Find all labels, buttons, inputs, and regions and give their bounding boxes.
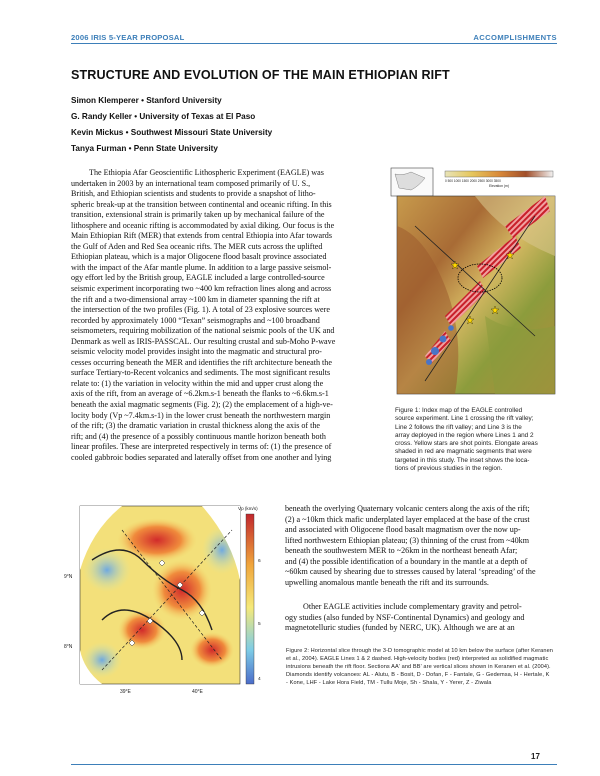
body-line: the intersection of the two profiles (Fig. 1). A total of 23 explosive sources were <box>71 305 330 315</box>
high-velocity-body <box>118 610 166 650</box>
running-header-right: ACCOMPLISHMENTS <box>473 33 557 42</box>
low-velocity-region <box>83 548 131 592</box>
body-line: lithosphere and oceanic rifting is accommodated by axial diking. Our focus is the <box>71 220 335 230</box>
body-line: the Gulf of Aden and Red Sea oceanic rifts. The MER cuts across the uplifted <box>71 241 323 251</box>
body-line: rift; and (4) the presence of a possibly continuous mantle horizon beneath both <box>71 431 326 441</box>
velocity-colorbar <box>246 514 254 684</box>
elevation-scale <box>445 171 553 177</box>
body-text-column-1 <box>71 168 378 463</box>
body-text-column-2b <box>285 602 556 634</box>
lake <box>448 325 454 331</box>
body-line: with the impact of the Afar mantle plume. In addition to a large passive seismol- <box>71 262 332 272</box>
body-line: (2) a ~10km thick mafic underplated layer emplaced at the base of the crust <box>285 514 530 524</box>
figure-2-tomographic-slice <box>62 500 274 706</box>
body-line: Denmark as well as IRIS-PASSCAL. Our resulting crustal and sub-Moho P-wave <box>71 336 336 346</box>
colorbar-tick: 4 <box>258 677 261 682</box>
y-tick-label: 9°N <box>64 574 73 580</box>
elevation-scale-label: Elevation (m) <box>489 184 509 188</box>
figure-1-index-map <box>385 166 556 396</box>
lake <box>426 359 432 365</box>
body-line: and (4) the possible identification of a boundary in the mantle at a depth of <box>285 556 528 566</box>
figure-2-caption: Figure 2: Horizontal slice through the 3-D tomographic model at 10 km below the surface (after Keranen et al., 2004). EAGLE Lines 1 & 2 dashed. High-velocity bodies (red) interpreted as solidified magmatic intrusions beneath the rift floor. Sections AA' and BB' are vertical slices shown in Keranen et al. (2004). Diamonds identify volcanoes: AL - Alutu, B - Bosit, D - Dofan, F - Fantale, G - Gedemsa, H - Hertale, K - Kone, LHF - Lake Hora Field, TM - Tullu Moje, Sh - Shala, Y - Yerer, Z - Ziwala <box>286 648 554 686</box>
running-header-left: 2006 IRIS 5-YEAR PROPOSAL <box>71 33 185 42</box>
body-line: spheric break-up at the transition between continental and oceanic rifting. In this <box>71 199 332 209</box>
page-number: 17 <box>531 752 540 761</box>
lake <box>431 347 439 355</box>
body-line: Main Ethiopian Rift (MER) that extends from central Ethiopia into Afar towards <box>71 231 332 241</box>
article-title: STRUCTURE AND EVOLUTION OF THE MAIN ETHIOPIAN RIFT <box>71 68 450 82</box>
x-tick-label: 40°E <box>192 689 203 695</box>
body-line: ~60km caused by shearing due to stresses caused by lateral ‘spreading’ of the <box>285 567 536 577</box>
author-line: Simon Klemperer • Stanford University <box>71 96 222 105</box>
body-line: seismic experiment incorporating two ~400 km refraction lines along and across <box>71 284 332 294</box>
body-line: Ethiopian plateau, which is a major Oligocene flood basalt province associated <box>71 252 327 262</box>
body-text-column-2 <box>285 504 556 588</box>
body-line: relate to: (1) the variation in velocity within the mid and upper crust along the <box>71 378 324 388</box>
body-line: of the rift; (3) the dramatic variation in crustal thickness along the axis of the <box>71 421 321 431</box>
body-line: undertaken in 2003 by an international team composed primarily of U. S., <box>71 178 311 188</box>
body-line: upwelling anomalous mantle beneath the rift and its surrounds. <box>285 577 489 587</box>
body-line: cesses occurring beneath the MER and identifies the rift architecture beneath the <box>71 357 332 367</box>
body-line: ogy effort led by the British group, EAGLE included a large controlled-source <box>71 273 325 283</box>
colorbar-label: Vp (km/s) <box>238 506 258 511</box>
body-line: transition, extensional strain is primarily taken up by mechanical failure of the <box>71 210 325 220</box>
body-line: The Ethiopia Afar Geoscientific Lithospheric Experiment (EAGLE) was <box>89 168 324 177</box>
body-line: British, and Ethiopian scientists and students to provide a snapshot of litho- <box>71 189 316 199</box>
body-line: recorded by approximately 1000 “Texan” seismographs and ~100 broadband <box>71 315 320 325</box>
body-line: lifted northwestern Ethiopian plateau; (3) thinning of the crust from ~40km <box>285 535 529 545</box>
x-tick-label: 39°E <box>120 689 131 695</box>
body-line: locity body (Vp ~7.4km.s-1) in the lower crust beneath the northwestern margin <box>71 410 331 420</box>
body-line: axis of the rift, from an average of ~6.2km.s-1 beneath the flanks to ~6.6km.s-1 <box>71 389 329 399</box>
author-line: Kevin Mickus • Southwest Missouri State University <box>71 128 273 137</box>
author-line: Tanya Furman • Penn State University <box>71 144 218 153</box>
body-line: surface Tertiary-to-Recent volcanics and sediments. The most significant results <box>71 368 331 378</box>
body-line: beneath the southwestern MER to ~26km in the northeast beneath Afar; <box>285 546 518 556</box>
body-line: Other EAGLE activities include complementary gravity and petrol- <box>303 602 522 611</box>
body-line: seismometers, requiring mobilization of the national seismic pools of the UK and <box>71 326 335 336</box>
body-line: beneath the overlying Quaternary volcanic centers along the axis of the rift; <box>285 504 530 513</box>
body-line: ogy studies (also funded by NSF-Continental Dynamics) and geology and <box>285 612 525 622</box>
body-line: the rift and a two-dimensional array ~100 km in diameter spanning the rift at <box>71 294 320 304</box>
lake <box>440 336 447 343</box>
body-line: linear profiles. These are interpreted respectively in terms of: (1) the presence of <box>71 442 332 452</box>
header-rule <box>71 43 557 44</box>
elevation-scale-ticks: 0 500 1000 1500 2000 2500 3000 3500 <box>445 179 501 183</box>
body-line: and associated with Oligocene flood basalt magmatism over the now up- <box>285 525 521 535</box>
colorbar-tick: 6 <box>258 559 261 564</box>
colorbar-tick: 5 <box>258 622 261 627</box>
high-velocity-body <box>190 632 234 668</box>
author-line: G. Randy Keller • University of Texas at El Paso <box>71 112 256 121</box>
footer-rule <box>71 764 557 765</box>
body-line: seismic velocity model provides insight into the magmatic and structural pro- <box>71 347 322 357</box>
body-line: beneath the axial magmatic segments (Fig. 2); (2) the emplacement of a high-ve- <box>71 400 333 410</box>
figure-1-caption: Figure 1: Index map of the EAGLE controlled source experiment. Line 1 crossing the rift valley; Line 2 follows the rift valley; and Line 3 is the array deployed in the region where Lines 1 and 2 cross. Yellow stars are shot points. Elongate areas shaded in red are magmatic segments that were targeted in this study. The inset shows the loca- tions of previous studies in the region. <box>395 407 538 473</box>
high-velocity-body <box>117 518 197 562</box>
body-line: cooled gabbroic bodies separated and laterally offset from one another and lying <box>71 452 332 462</box>
y-tick-label: 8°N <box>64 644 73 650</box>
body-line: magnetotelluric studies (funded by NERC, UK). Although we are at an <box>285 623 515 633</box>
